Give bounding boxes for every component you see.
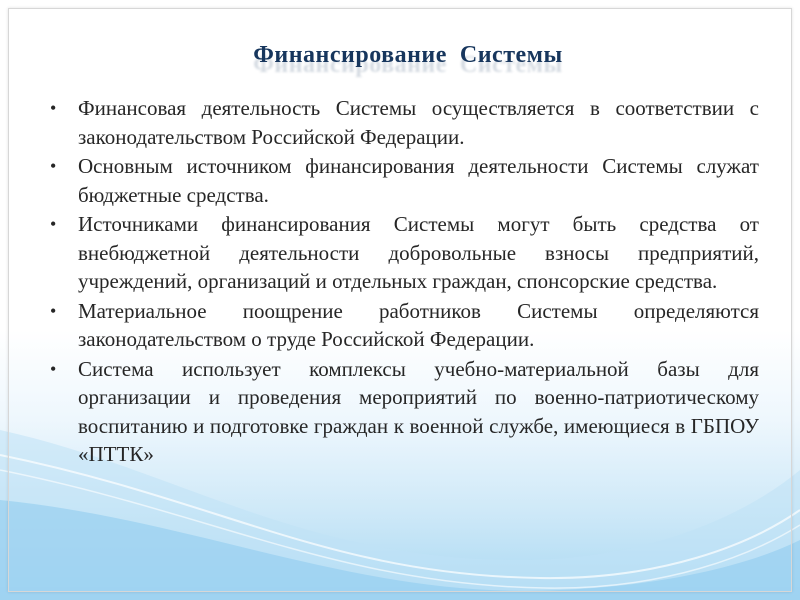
bullet-icon: • [50,358,57,379]
bullet-icon: • [50,156,57,176]
bullet-icon: • [50,98,57,118]
list-item-text: Финансовая деятельность Системы осуществляется в соответствии с законодательством Российской Федерации. [78,96,759,149]
list-item-text: Источниками финансирования Системы могут быть средства от внебюджетной деятельности добровольные взносы предприятий, учреждений, организаций и отдельных граждан, спонсорские средства. [78,212,759,293]
bullet-icon: • [50,214,57,234]
list-item-text: Основным источником финансирования деятельности Системы служат бюджетные средства. [78,154,759,207]
slide-title: Финансирование Системы [253,42,563,68]
bullet-list [46,94,759,469]
list-item [46,297,759,354]
list-item [46,152,759,209]
list-item [46,355,759,469]
list-item-text: Система использует комплексы учебно-материальной базы для организации и проведения мероприятий по военно-патриотическому воспитанию и подготовке граждан к военной службе, имеющиеся в ГБПОУ «ПТТК» [78,356,759,466]
list-item [46,94,759,151]
bullet-icon: • [50,300,57,321]
list-item-text: Материальное поощрение работников Системы определяются законодательством о труде Российской Федерации. [78,298,759,351]
list-item [46,210,759,296]
slide-body [46,94,759,470]
